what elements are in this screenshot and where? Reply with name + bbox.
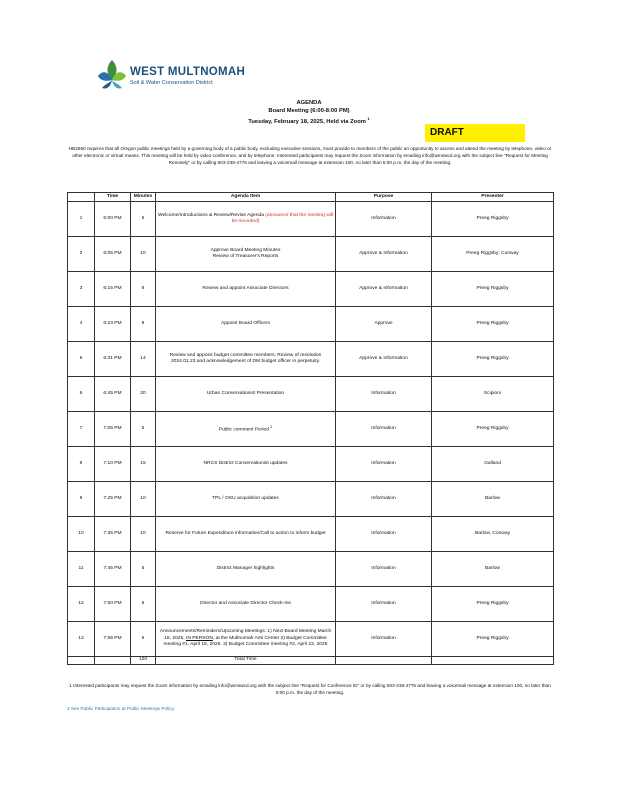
item-purpose: Information <box>336 412 432 447</box>
col-header-minutes: Minutes <box>131 193 156 202</box>
item-time: 6:31 PM <box>95 342 131 377</box>
org-subtitle: Soil & Water Conservation District <box>130 80 213 86</box>
item-number: 4 <box>68 307 95 342</box>
item-time: 7:05 PM <box>95 412 131 447</box>
item-purpose: Information <box>336 622 432 657</box>
total-row <box>68 657 554 665</box>
item-minutes: 15 <box>131 447 156 482</box>
item-time: 6:05 PM <box>95 237 131 272</box>
item-purpose: Information <box>336 377 432 412</box>
item-presenter: Galland <box>432 447 554 482</box>
table-row <box>68 202 554 237</box>
item-description: TPL / OSU acquisition updates <box>156 482 336 517</box>
item-minutes: 5 <box>131 552 156 587</box>
table-row <box>68 237 554 272</box>
item-minutes: 10 <box>131 517 156 552</box>
item-description: NRCS District Conservationist updates <box>156 447 336 482</box>
item-minutes: 14 <box>131 342 156 377</box>
table-header-row <box>68 193 554 202</box>
item-number: 1 <box>68 202 95 237</box>
item-time: 6:15 PM <box>95 272 131 307</box>
item-time: 7:50 PM <box>95 587 131 622</box>
item-description: Appoint Board Officers <box>156 307 336 342</box>
item-minutes: 5 <box>131 622 156 657</box>
item-number: 3 <box>68 272 95 307</box>
item-presenter: Preeg Riggsby <box>432 587 554 622</box>
item-purpose: Approve & Information <box>336 237 432 272</box>
item-description: Reserve for Future Expenditure information/Call to action to inform budget <box>156 517 336 552</box>
item-purpose: Information <box>336 482 432 517</box>
item-purpose: Information <box>336 587 432 622</box>
table-row <box>68 342 554 377</box>
org-name: WEST MULTNOMAH <box>130 66 246 78</box>
table-row <box>68 622 554 657</box>
org-logo <box>96 58 256 98</box>
agenda-table <box>67 192 554 665</box>
agenda-title: AGENDA <box>296 100 322 106</box>
in-person-label: IN PERSON <box>185 635 213 641</box>
table-row <box>68 552 554 587</box>
item-purpose: Information <box>336 552 432 587</box>
item-minutes: 10 <box>131 237 156 272</box>
total-label: Total Time <box>156 657 336 665</box>
item-number: 12 <box>68 587 95 622</box>
item-presenter: Preeg Riggsby <box>432 622 554 657</box>
item-number: 5 <box>68 342 95 377</box>
footnote-1: 1 Interested participants may request the Zoom information by emailing info@wmswcd.org with the subject line "Request for Conference ID" or by calling 503-238-4775 and leaving a voicemail message at extension 100, no later than 5:00 p.m. the day of the meeting. <box>69 683 551 695</box>
item-time: 6:23 PM <box>95 307 131 342</box>
item-presenter: Barlow, Conway <box>432 517 554 552</box>
item-description: Public comment Period $^2$ <box>156 412 336 447</box>
item-number: 6 <box>68 377 95 412</box>
table-row <box>68 377 554 412</box>
item-description: District Manager highlights <box>156 552 336 587</box>
item-minutes: 8 <box>131 272 156 307</box>
item-description: Review and appoint Associate Directors <box>156 272 336 307</box>
item-time: 7:10 PM <box>95 447 131 482</box>
footnote-2[interactable]: 2 See Public Participation at Public Meetings Policy. <box>67 706 175 711</box>
meeting-type: Board Meeting (6:00-8:00 PM) <box>268 108 350 114</box>
item-number: 7 <box>68 412 95 447</box>
item-time: 6:45 PM <box>95 377 131 412</box>
item-minutes: 20 <box>131 377 156 412</box>
item-presenter: Preeg Riggsby; Conway <box>432 237 554 272</box>
item-purpose: Approve <box>336 307 432 342</box>
item-number: 8 <box>68 447 95 482</box>
meeting-date: Tuesday, February 18, 2025, Held via Zoom $^1$ <box>248 116 370 125</box>
item-minutes: 5 <box>131 412 156 447</box>
item-number: 9 <box>68 482 95 517</box>
item-time: 6:00 PM <box>95 202 131 237</box>
item-purpose: Information <box>336 202 432 237</box>
item-purpose: Approve & Information <box>336 272 432 307</box>
item-description: Welcome/Introductions & Review/Revise Agenda (announce that the meeting will be recorded) <box>156 202 336 237</box>
item-purpose: Approve & Information <box>336 342 432 377</box>
item-description: Announcements/Reminders/Upcoming Meetings: 1) Next Board Meeting March 18, 2025, IN PERSON, at the Multnomah Arts Center 2) Budget Committee meeting #1, April 15, 2025. 3) Budget Committee meeting #2, April 22, 2025 <box>156 622 336 657</box>
col-header-presenter: Presenter <box>432 193 554 202</box>
item-time: 7:45 PM <box>95 552 131 587</box>
item-description: Approve Board Meeting Minutes Review of Treasurer's Reports <box>156 237 336 272</box>
item-presenter: Scipioni <box>432 377 554 412</box>
item-number: 13 <box>68 622 95 657</box>
table-row <box>68 447 554 482</box>
item-presenter: Preeg Riggsby <box>432 307 554 342</box>
total-minutes: 120 <box>131 657 156 665</box>
table-row <box>68 587 554 622</box>
item-time: 7:35 PM <box>95 517 131 552</box>
col-header-agenda-item: Agenda Item <box>156 193 336 202</box>
table-row <box>68 272 554 307</box>
item-purpose: Information <box>336 447 432 482</box>
item-description: Director and Associate Director Check-Ins <box>156 587 336 622</box>
table-row <box>68 307 554 342</box>
col-header-time: Time <box>95 193 131 202</box>
intro-paragraph: HB2560 requires that all Oregon public meetings held by a governing body of a public body, excluding executive sessions, must provide to members of the public an opportunity to access and attend the meeting by telephone, video or other electronic or virtual means. This meeting will be held by video conference, and by telephone. Interested participants may request the Zoom information by emailing info@wmswcd.org with the subject line "Request for Meeting Remotely" or by calling 503-238-4775 and leaving a voicemail message at extension 100, no later than 5:00 p.m. the day of the meeting. <box>68 146 552 165</box>
item-presenter: Preeg Riggsby <box>432 412 554 447</box>
col-header-purpose: Purpose <box>336 193 432 202</box>
item-number: 10 <box>68 517 95 552</box>
col-header-number <box>68 193 95 202</box>
item-presenter: Barlow <box>432 482 554 517</box>
table-row <box>68 412 554 447</box>
item-description: Review and appoint budget committee members; Review of resolution 2024.01.23 and acknowledgement of DM budget officer in perpetuity. <box>156 342 336 377</box>
item-minutes: 5 <box>131 202 156 237</box>
table-row <box>68 482 554 517</box>
item-presenter: Preeg Riggsby <box>432 202 554 237</box>
item-number: 2 <box>68 237 95 272</box>
item-presenter: Barlow <box>432 552 554 587</box>
item-description: Urban Conservationist Presentation <box>156 377 336 412</box>
table-row <box>68 517 554 552</box>
item-minutes: 5 <box>131 587 156 622</box>
item-number: 11 <box>68 552 95 587</box>
item-purpose: Information <box>336 517 432 552</box>
item-presenter: Preeg Riggsby <box>432 272 554 307</box>
recording-note: (announce that the meeting will be recorded) <box>231 212 333 224</box>
draft-badge: DRAFT <box>425 124 525 142</box>
item-presenter: Preeg Riggsby <box>432 342 554 377</box>
item-minutes: 10 <box>131 482 156 517</box>
item-minutes: 8 <box>131 307 156 342</box>
leaf-logo-icon <box>96 58 128 98</box>
item-time: 7:25 PM <box>95 482 131 517</box>
item-time: 7:55 PM <box>95 622 131 657</box>
